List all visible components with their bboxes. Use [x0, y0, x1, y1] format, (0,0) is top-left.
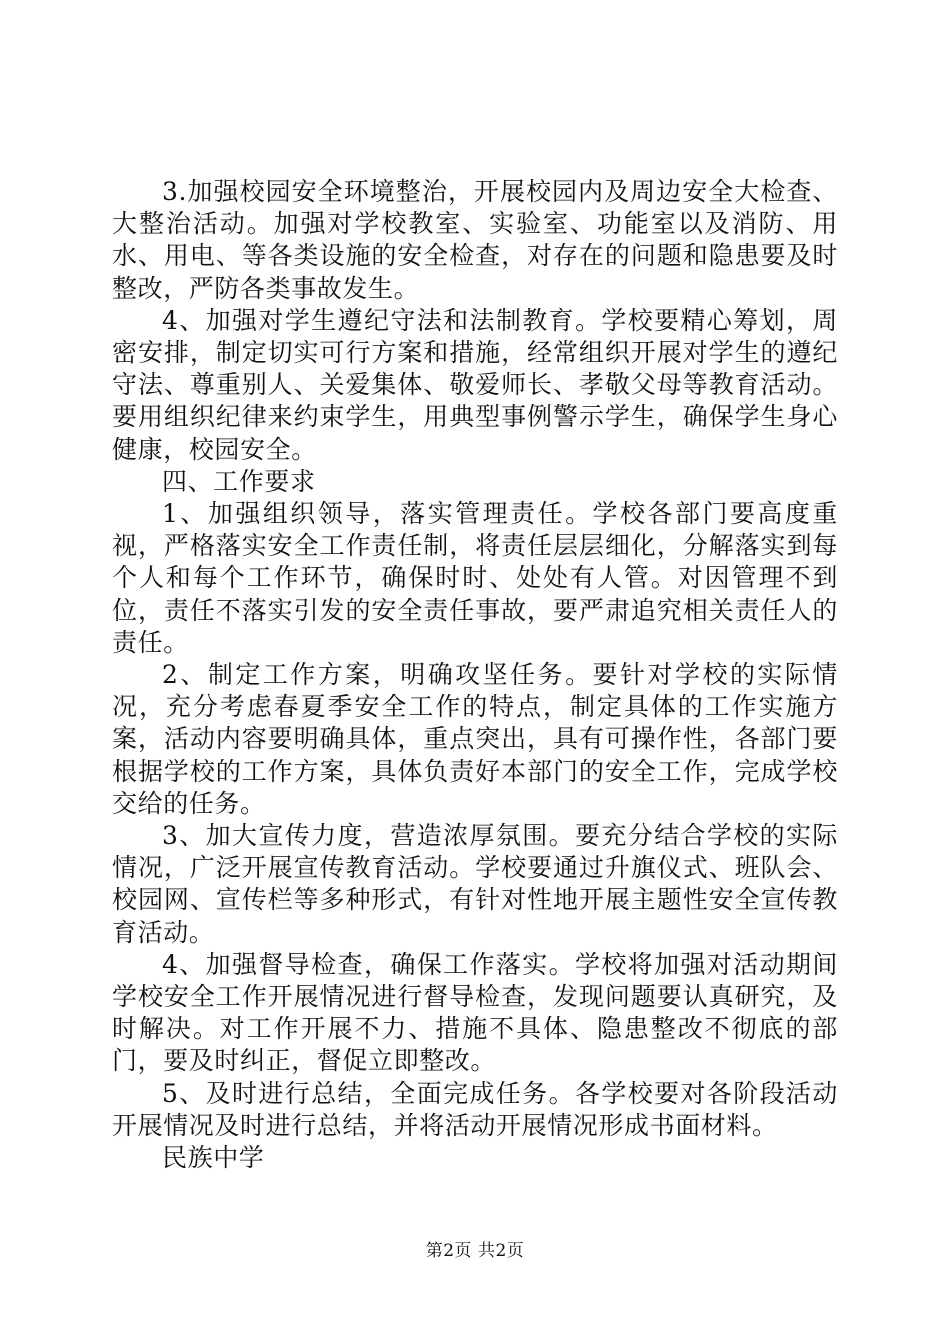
section-heading-work-requirements: 四、工作要求 [162, 466, 316, 496]
paragraph-campus-environment: 3.加强校园安全环境整治，开展校园内及周边安全大检查、大整治活动。加强对学校教室、实验室、功能室以及消防、用水、用电、等各类设施的安全检查，对存在的问题和隐患要及时整改，严防各类事故发生。 [112, 177, 838, 303]
paragraph-requirement-4: 4、加强督导检查，确保工作落实。学校将加强对活动期间学校安全工作开展情况进行督导检查，发现问题要认真研究，及时解决。对工作开展不力、措施不具体、隐患整改不彻底的部门，要及时纠正，督促立即整改。 [112, 949, 838, 1076]
paragraph-law-education: 4、加强对学生遵纪守法和法制教育。学校要精心筹划，周密安排，制定切实可行方案和措施，经常组织开展对学生的遵纪守法、尊重别人、关爱集体、敬爱师长、孝敬父母等教育活动。要用组织纪律来约束学生，用典型事例警示学生，确保学生身心健康，校园安全。 [112, 305, 838, 464]
document-body [112, 176, 838, 1174]
signature-school-name: 民族中学 [162, 1143, 265, 1173]
page-number: 第2页 共2页 [425, 1241, 525, 1261]
page-footer [0, 1240, 950, 1262]
paragraph-requirement-2: 2、制定工作方案，明确攻坚任务。要针对学校的实际情况，充分考虑春夏季安全工作的特点，制定具体的工作实施方案，活动内容要明确具体，重点突出，具有可操作性，各部门要根据学校的工作方案，具体负责好本部门的安全工作，完成学校交给的任务。 [112, 660, 838, 818]
paragraph-requirement-1: 1、加强组织领导，落实管理责任。学校各部门要高度重视，严格落实安全工作责任制，将责任层层细化，分解落实到每个人和每个工作环节，确保时时、处处有人管。对因管理不到位，责任不落实引发的安全责任事故，要严肃追究相关责任人的责任。 [112, 499, 838, 657]
paragraph-requirement-3: 3、加大宣传力度，营造浓厚氛围。要充分结合学校的实际情况，广泛开展宣传教育活动。学校要通过升旗仪式、班队会、校园网、宣传栏等多种形式，有针对性地开展主题性安全宣传教育活动。 [112, 821, 838, 947]
paragraph-requirement-5: 5、及时进行总结，全面完成任务。各学校要对各阶段活动开展情况及时进行总结，并将活动开展情况形成书面材料。 [112, 1078, 838, 1140]
